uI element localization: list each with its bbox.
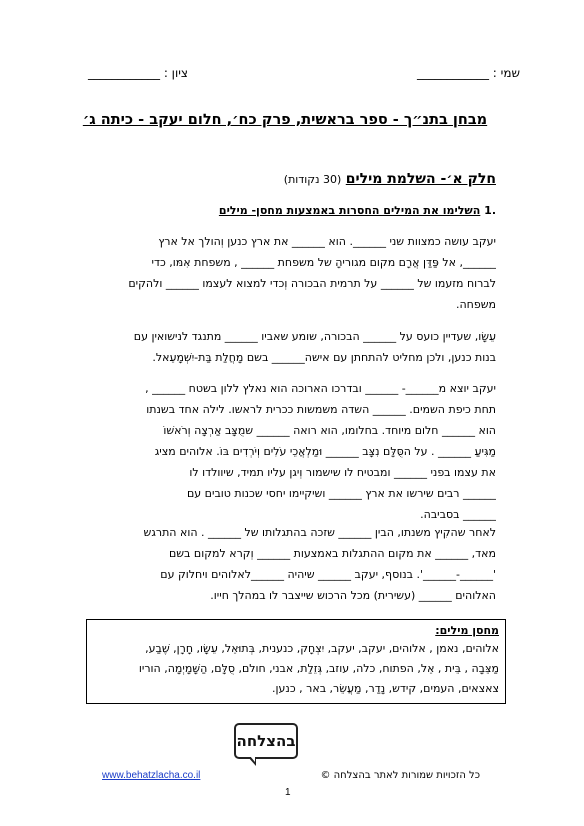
word-bank-title: מחסן מילים:	[435, 624, 499, 637]
paragraph-line[interactable]: תחת כיפת השמים. ______ השדה משמשות ככרית לראשו. לילה אחד בשנתו	[146, 403, 496, 416]
paragraph-line[interactable]: לברוח מזעמו של ______ על תרמית הבכורה וְכדי למצוא לעצמו ______ ולהקים	[128, 277, 496, 290]
word-bank-line: אלוהים, נאמן , אלוהים, יעקב, יעקב, יִצְחָק, כנענית, בְּתוּאֵל, עֵשָׂו, חָרָן, שֶׁבַע,	[145, 642, 499, 655]
website-link[interactable]: www.behatzlacha.co.il	[102, 770, 201, 781]
instruction-text: השלימו את המילים החסרות באמצעות מחסן- מילים	[218, 204, 481, 217]
paragraph-1	[78, 231, 496, 315]
paragraph-line[interactable]: ______ בסביבה.	[420, 508, 496, 521]
paragraph-line: משפחה.	[455, 298, 496, 311]
paragraph-line[interactable]: הוא ______ חלום מיוחד. בחלומו, הוא רואה ______ שמֻצָּב אַרְצָה וְרֹאשׁוֹ	[163, 424, 496, 437]
paragraph-line[interactable]: ______, אל פַּדַּן אֲרָם מקום מגוריהָ של משפחת ______ , משפחת אִמּו, כדי	[151, 256, 496, 269]
paragraph-line[interactable]: את עצמו בפני ______ ומבטיח לו שישמור וְיגן עליו תמיד, שיוולדו לו	[189, 466, 496, 479]
student-info-row	[88, 66, 520, 84]
grade-field[interactable]: ציון : ____________	[88, 66, 189, 80]
paragraph-line[interactable]: '______-______'. בנוסף, יעקב ______ שיהיה ______לאלוהים ויחלוק עם	[160, 568, 496, 581]
behatzlacha-logo: בהצלחה	[234, 723, 298, 759]
paragraph-line[interactable]: יעקב עושה כמצוות שני ______. הוא ______ את ארץ כנען וְהולך אל ארץ	[158, 235, 496, 248]
paragraph-line[interactable]: בנות כנען, ולכן מחליט להתחתן עם אישה______ בשם מָחֲלַת בַּת-יִשְׁמָעֵאל.	[152, 351, 496, 364]
part-a-points: (30 נקודות)	[283, 173, 342, 186]
paragraph-line[interactable]: ______ רבים שירשו את ארץ ______ ושיקיימו יחסי שכנות טובים עם	[187, 487, 496, 500]
paragraph-line[interactable]: יעקב יוצא מ______- ______ ובדרכו הארוכה הוא נאלץ ללון בשטח ______ ,	[145, 382, 496, 395]
paragraph-line[interactable]: מאד, ______ את מקום ההתגלות באמצעות ______ וְקרא למקום בשם	[168, 547, 496, 560]
copyright-text: כל הזכויות שמורות לאתר בהצלחה ©	[320, 770, 480, 781]
page-title: מבחן בתנ״ך - ספר בראשית, פרק כח׳, חלום יעקב - כיתה ג׳	[82, 112, 488, 128]
question-1-instruction	[76, 204, 496, 217]
logo-speech-tail-inner	[250, 756, 255, 762]
word-bank-box	[86, 619, 506, 704]
word-bank-line: צאצאים, העמים, קידש, נָדַר, מַעֲשֵׂר, באר , כנען.	[272, 682, 499, 695]
paragraph-3	[78, 378, 496, 525]
page-number: 1	[285, 787, 291, 798]
question-number: .1	[484, 204, 496, 217]
part-a-heading	[76, 171, 496, 187]
paragraph-line[interactable]: מַגִּיעַ ______ . על הסֻּלָּם נִצָּב ______ וּמַלְאֲכֵי עֹלִים וְיֹרְדִים בּוֹ. אלוהים מציג	[154, 445, 496, 458]
paragraph-2	[78, 326, 496, 368]
paragraph-line[interactable]: עֵשָׂו, שעדיין כועס על ______ הבכורה, שומע שאביו ______ מתנגד לנישואין עם	[133, 330, 496, 343]
paragraph-4	[78, 522, 496, 606]
paragraph-line[interactable]: האלוהים ______ (עשירית) מכל הרכוש שייצבר לו במהלך חייו.	[210, 589, 496, 602]
paragraph-line[interactable]: לאחר שהקִיץ משנתו, הבין ______ שזכה בהתגלותו של ______ . הוא התרגש	[143, 526, 496, 539]
word-bank-line: מַצֵּבָה , בֵּית , אֵל, הפתוח, כלה, עוזב, גְּזֵלַת, אבני, חולם, סֻלָּם, הַשָּׁמָיְמָה, הוריו	[138, 662, 499, 675]
part-a-title: חלק א׳- השלמת מילים	[345, 171, 496, 187]
name-field[interactable]: שמי : ____________	[416, 66, 520, 80]
